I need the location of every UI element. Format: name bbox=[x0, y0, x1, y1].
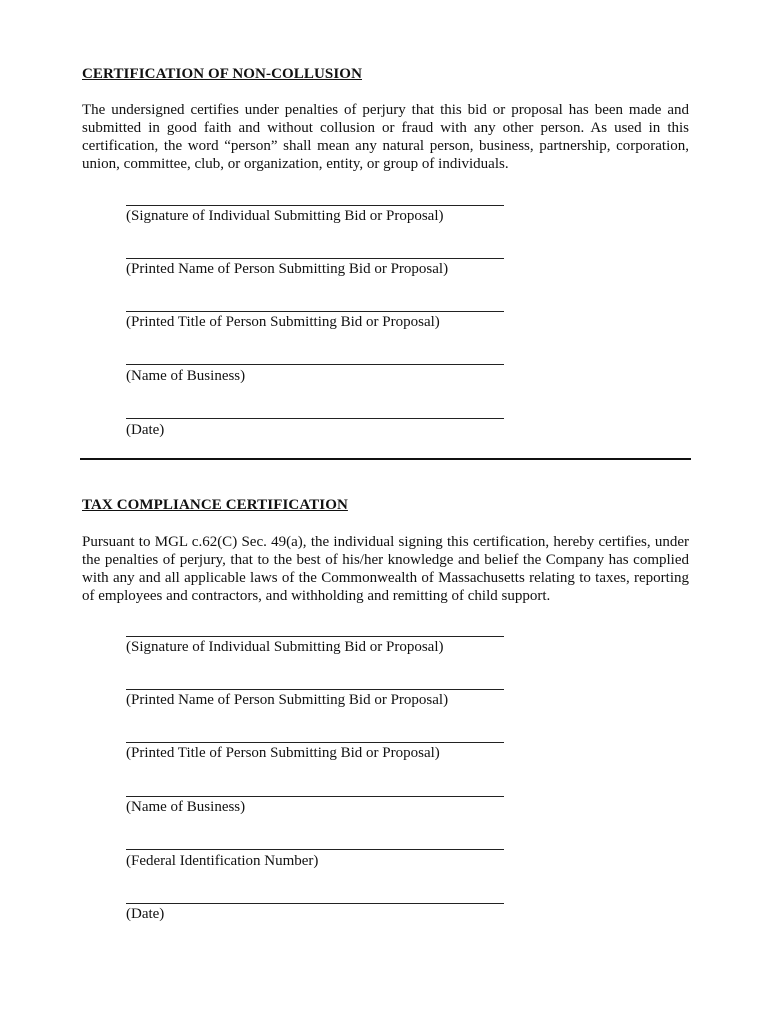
tax-compliance-heading: TAX COMPLIANCE CERTIFICATION bbox=[82, 497, 348, 513]
date-caption: (Date) bbox=[126, 422, 165, 438]
printed-title-line[interactable] bbox=[126, 311, 504, 312]
signature-caption: (Signature of Individual Submitting Bid or Proposal) bbox=[126, 639, 444, 655]
date-caption: (Date) bbox=[126, 906, 165, 922]
printed-name-caption: (Printed Name of Person Submitting Bid or Proposal) bbox=[126, 692, 449, 708]
federal-id-line[interactable] bbox=[126, 849, 504, 850]
signature-caption: (Signature of Individual Submitting Bid or Proposal) bbox=[126, 208, 444, 224]
printed-name-caption: (Printed Name of Person Submitting Bid or Proposal) bbox=[126, 261, 449, 277]
business-name-caption: (Name of Business) bbox=[126, 799, 246, 815]
business-name-caption: (Name of Business) bbox=[126, 368, 246, 384]
federal-id-caption: (Federal Identification Number) bbox=[126, 853, 319, 869]
printed-title-caption: (Printed Title of Person Submitting Bid or Proposal) bbox=[126, 314, 440, 330]
business-name-line[interactable] bbox=[126, 796, 504, 797]
printed-title-caption: (Printed Title of Person Submitting Bid or Proposal) bbox=[126, 745, 440, 761]
non-collusion-paragraph: The undersigned certifies under penalties of perjury that this bid or proposal has been made and submitted in good faith and without collusion or fraud with any other person. As used in this certification, the word “person” shall mean any natural person, business, partnership, corporation, union, committee, club, or organization, entity, or group of individuals. bbox=[82, 102, 689, 172]
printed-name-line[interactable] bbox=[126, 689, 504, 690]
printed-name-line[interactable] bbox=[126, 258, 504, 259]
date-line[interactable] bbox=[126, 903, 504, 904]
tax-compliance-paragraph: Pursuant to MGL c.62(C) Sec. 49(a), the individual signing this certification, hereby certifies, under the penalties of perjury, that to the best of his/her knowledge and belief the Company has complied with any and all applicable laws of the Commonwealth of Massachusetts relating to taxes, reporting of employees and contractors, and withholding and remitting of child support. bbox=[82, 534, 689, 604]
non-collusion-heading: CERTIFICATION OF NON-COLLUSION bbox=[82, 66, 363, 82]
signature-line[interactable] bbox=[126, 205, 504, 206]
business-name-line[interactable] bbox=[126, 364, 504, 365]
printed-title-line[interactable] bbox=[126, 742, 504, 743]
section-divider bbox=[80, 458, 691, 460]
date-line[interactable] bbox=[126, 418, 504, 419]
signature-line[interactable] bbox=[126, 636, 504, 637]
